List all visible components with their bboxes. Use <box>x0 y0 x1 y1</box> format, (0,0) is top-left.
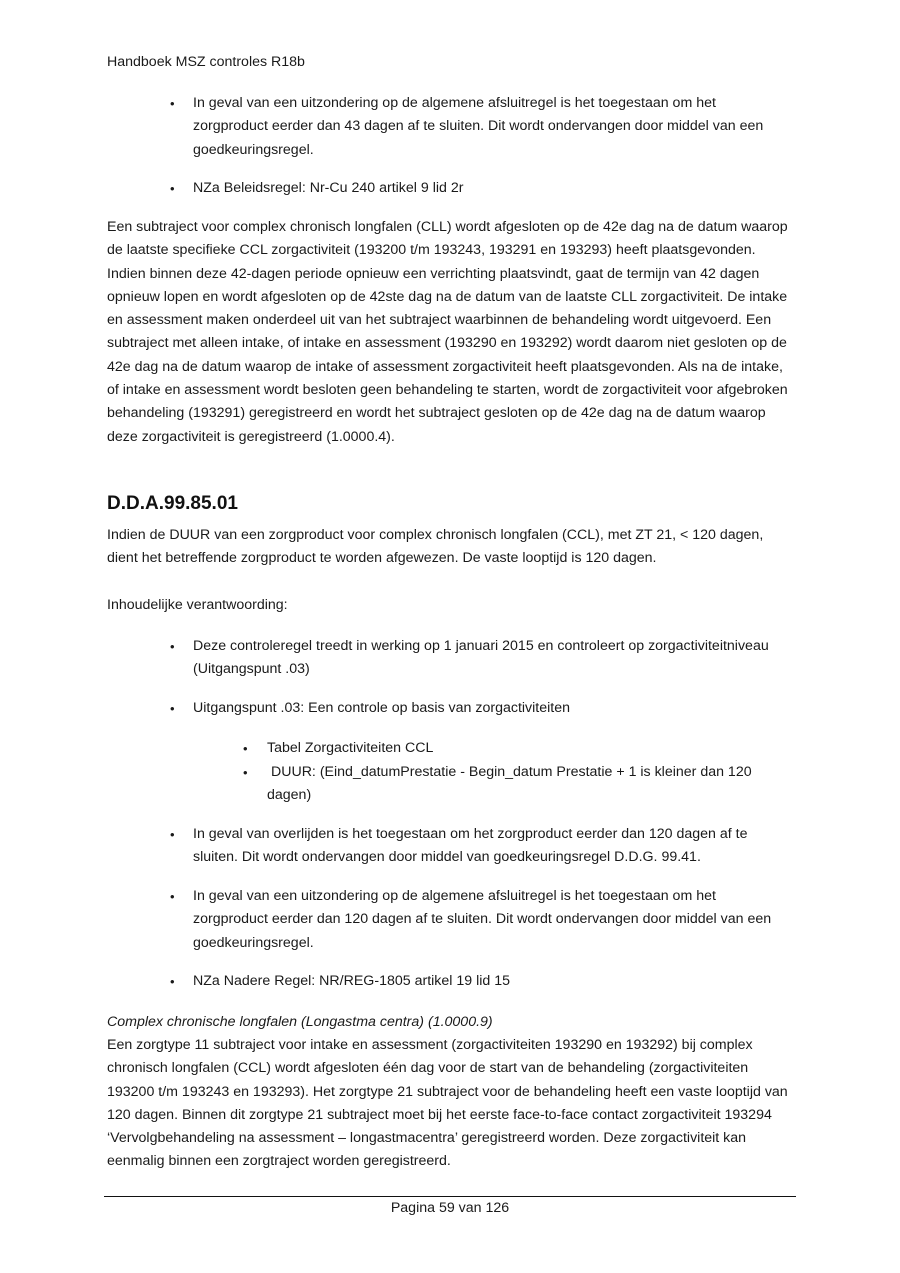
bullet-item <box>170 635 793 682</box>
longastma-subheading: Complex chronische longfalen (Longastma centra) (1.0000.9) <box>107 1014 493 1030</box>
running-header: Handboek MSZ controles R18b <box>107 54 305 70</box>
bullet-text: In geval van overlijden is het toegestaan om het zorgproduct eerder dan 120 dagen af te sluiten. Dit wordt ondervangen door middel van goedkeuringsregel D.D.G. 99.41. <box>193 826 748 866</box>
longastma-paragraph: Een zorgtype 11 subtraject voor intake en assessment (zorgactiviteiten 193290 en 193292) bij complex chronisch longfalen (CCL) wordt afgesloten één dag voor de start van de behandeling (zorgactiviteiten 193200 t/m 193243 en 193293). Het zorgtype 21 subtraject voor de behandeling heeft een vaste looptijd van 120 dagen. Binnen dit zorgtype 21 subtraject moet bij het eerste face-to-face contact zorgactiviteit 193294 ‘Vervolgbehandeling na assessment – longastmacentra’ geregistreerd worden. Deze zorgactiviteit kan eenmalig binnen een zorgtraject worden geregistreerd. <box>107 1037 788 1170</box>
bullet-text: NZa Beleidsregel: Nr-Cu 240 artikel 9 lid 2r <box>193 180 464 196</box>
bullet-icon: • <box>243 765 248 780</box>
bullet-icon: • <box>170 701 175 716</box>
bullet-icon: • <box>170 639 175 654</box>
bullet-icon: • <box>243 741 248 756</box>
section-heading: D.D.A.99.85.01 <box>107 493 238 514</box>
bullet-text: NZa Nadere Regel: NR/REG-1805 artikel 19 lid 15 <box>193 973 511 989</box>
bullet-item <box>170 970 793 993</box>
section-intro: Indien de DUUR van een zorgproduct voor complex chronisch longfalen (CCL), met ZT 21, < 120 dagen, dient het betreffende zorgproduct te worden afgewezen. De vaste looptijd is 120 dagen. <box>107 527 764 567</box>
page-number: Pagina 59 van 126 <box>390 1200 510 1216</box>
bullet-item <box>170 697 793 720</box>
bullet-text: In geval van een uitzondering op de algemene afsluitregel is het toegestaan om het zorgproduct eerder dan 120 dagen af te sluiten. Dit wordt ondervangen door middel van een goedkeuringsregel. <box>193 888 772 951</box>
bullet-text: DUUR: (Eind_datumPrestatie - Begin_datum Prestatie + 1 is kleiner dan 120 dagen) <box>267 764 756 804</box>
paragraph-cll-closing: Een subtraject voor complex chronisch longfalen (CLL) wordt afgesloten op de 42e dag na de datum waarop de laatste specifieke CCL zorgactiviteit (193200 t/m 193243, 193291 en 193293) heeft plaatsgevonden. Indien binnen deze 42-dagen periode opnieuw een verrichting plaatsvindt, gaat de termijn van 42 dagen opnieuw lopen en wordt afgesloten op de 42ste dag na de datum van de laatste CLL zorgactiviteit. De intake en assessment maken onderdeel uit van het subtraject waarbinnen de behandeling wordt uitgevoerd. Een subtraject met alleen intake, of intake en assessment (193290 en 193292) wordt daarom niet gesloten op de 42e dag na de datum waarop de intake of assessment zorgactiviteit heeft plaatsgevonden. Als na de intake, of intake en assessment wordt besloten geen behandeling te starten, wordt de zorgactiviteit voor afgebroken behandeling (193291) geregistreerd en wordt het subtraject gesloten op de 42e dag na de datum waarop deze zorgactiviteit is geregistreerd (1.0000.4). <box>107 219 788 445</box>
bullet-icon: • <box>170 181 175 196</box>
bullet-icon: • <box>170 889 175 904</box>
sub-bullet-item <box>243 737 797 760</box>
bullet-text: Deze controleregel treedt in werking op 1 januari 2015 en controleert op zorgactiviteitniveau (Uitgangspunt .03) <box>193 638 769 678</box>
bullet-item <box>170 177 793 200</box>
bullet-icon: • <box>170 974 175 989</box>
bullet-text: In geval van een uitzondering op de algemene afsluitregel is het toegestaan om het zorgproduct eerder dan 43 dagen af te sluiten. Dit wordt ondervangen door middel van een goedkeuringsregel. <box>193 95 764 158</box>
bullet-icon: • <box>170 96 175 111</box>
bullet-item <box>170 885 793 955</box>
bullet-icon: • <box>170 827 175 842</box>
bullet-text: Uitgangspunt .03: Een controle op basis van zorgactiviteiten <box>193 700 570 716</box>
bullet-text: Tabel Zorgactiviteiten CCL <box>267 740 434 756</box>
footer-divider <box>104 1196 796 1197</box>
bullet-item <box>170 92 793 162</box>
bullet-item <box>170 823 793 870</box>
justification-label: Inhoudelijke verantwoording: <box>107 597 288 613</box>
sub-bullet-item <box>243 761 797 808</box>
